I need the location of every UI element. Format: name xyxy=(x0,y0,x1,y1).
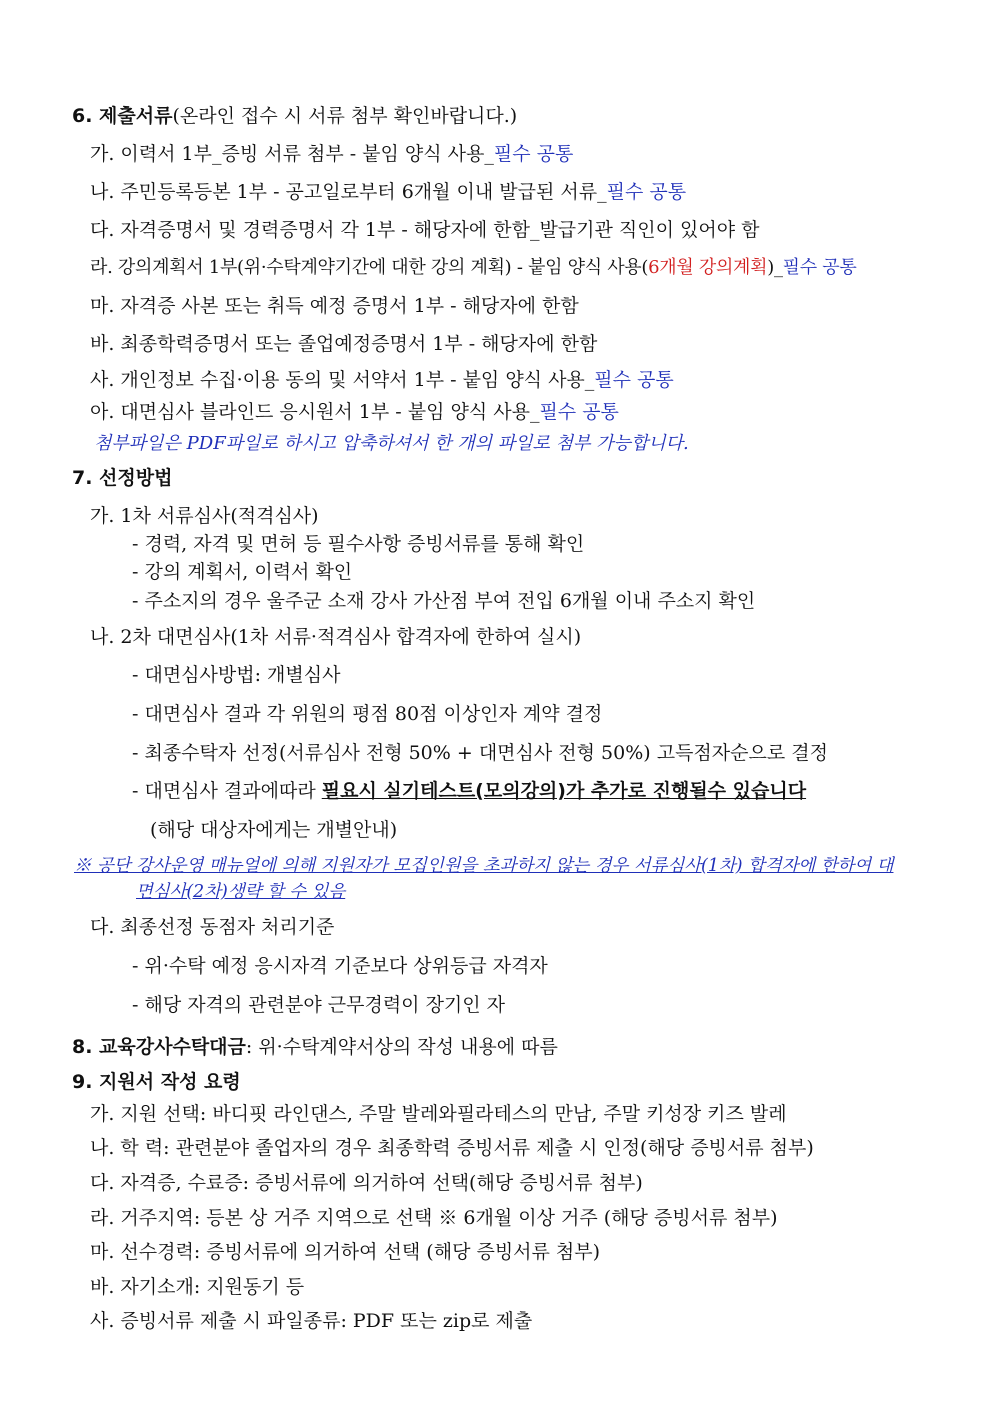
s6-item-text: 바. 최종학력증명서 또는 졸업예정증명서 1부 - 해당자에 한함 xyxy=(90,333,598,355)
s7-na-label: 나. 2차 대면심사(1차 서류·적격심사 합격자에 한하여 실시) xyxy=(90,626,582,648)
s6-item-text: 다. 자격증명서 및 경력증명서 각 1부 - 해당자에 한함_발급기관 직인이 있어야 함 xyxy=(90,219,760,241)
s7-na-item: - 대면심사방법: 개별심사 xyxy=(132,664,341,686)
s6-item-sa xyxy=(90,368,674,392)
s6-item-text: 마. 자격증 사본 또는 취득 예정 증명서 1부 - 해당자에 한함 xyxy=(90,295,579,317)
s7-ga-label: 가. 1차 서류심사(적격심사) xyxy=(90,505,319,527)
s6-item-na xyxy=(90,180,686,204)
section-6-title-note: (온라인 접수 시 서류 첨부 확인바랍니다.) xyxy=(172,105,518,127)
s7-na-item-practical xyxy=(132,779,806,803)
s6-item-ga xyxy=(90,142,573,166)
s6-item-text: 사. 개인정보 수집·이용 동의 및 서약서 1부 - 붙임 양식 사용_ xyxy=(90,369,595,391)
s6-item-a xyxy=(90,400,619,424)
s7-na-subnote: (해당 대상자에게는 개별안내) xyxy=(150,819,398,841)
section-7-title: 7. 선정방법 xyxy=(72,467,173,489)
section-9-title: 9. 지원서 작성 요령 xyxy=(72,1071,241,1093)
s6-item-ra xyxy=(90,256,856,280)
s6-item-text: 아. 대면심사 블라인드 응시원서 1부 - 붙임 양식 사용_ xyxy=(90,401,540,423)
s9-item: 바. 자기소개: 지원동기 등 xyxy=(90,1276,305,1298)
s6-item-ba xyxy=(90,332,597,356)
s7-na-item: - 대면심사 결과 각 위원의 평점 80점 이상인자 계약 결정 xyxy=(132,703,603,725)
s6-item-ma xyxy=(90,294,579,318)
s7-da-item: - 위·수탁 예정 응시자격 기준보다 상위등급 자격자 xyxy=(132,955,548,977)
section-6-heading xyxy=(72,104,517,128)
lecture-plan-highlight: 6개월 강의계획 xyxy=(648,257,768,278)
s6-item-text: 나. 주민등록등본 1부 - 공고일로부터 6개월 이내 발급된 서류_ xyxy=(90,181,607,203)
section-6-title: 6. 제출서류 xyxy=(72,105,173,127)
s9-item: 다. 자격증, 수료증: 증빙서류에 의거하여 선택(해당 증빙서류 첨부) xyxy=(90,1172,643,1194)
practical-test-notice: 필요시 실기테스트(모의강의)가 추가로 진행될수 있습니다 xyxy=(321,780,807,802)
s7-na-item-text: - 대면심사 결과에따라 xyxy=(132,780,322,802)
s6-item-da xyxy=(90,218,759,242)
required-tag: 필수 공통 xyxy=(493,143,574,165)
s6-item-text: 가. 이력서 1부_증빙 서류 첨부 - 붙임 양식 사용_ xyxy=(90,143,494,165)
manual-note-line1: ※ 공단 강사운영 매뉴얼에 의해 지원자가 모집인원을 초과하지 않는 경우 서류심사(1차) 합격자에 한하여 대 xyxy=(74,856,894,876)
s9-item: 라. 거주지역: 등본 상 거주 지역으로 선택 ※ 6개월 이상 거주 (해당 증빙서류 첨부) xyxy=(90,1207,778,1229)
required-tag: 필수 공통 xyxy=(606,181,687,203)
s7-da-item: - 해당 자격의 관련분야 근무경력이 장기인 자 xyxy=(132,994,506,1016)
s7-na-item: - 최종수탁자 선정(서류심사 전형 50% + 대면심사 전형 50%) 고득점자순으로 결정 xyxy=(132,742,828,764)
s7-ga-item: - 경력, 자격 및 면허 등 필수사항 증빙서류를 통해 확인 xyxy=(132,533,585,555)
required-tag: 필수 공통 xyxy=(782,257,857,278)
attachment-note: 첨부파일은 PDF파일로 하시고 압축하셔서 한 개의 파일로 첨부 가능합니다. xyxy=(94,433,689,454)
required-tag: 필수 공통 xyxy=(539,401,619,423)
manual-note-line2: 면심사(2차)생략 할 수 있음 xyxy=(136,882,346,902)
section-8-title: 8. 교육강사수탁대금 xyxy=(72,1036,246,1058)
s9-item: 사. 증빙서류 제출 시 파일종류: PDF 또는 zip로 제출 xyxy=(90,1310,533,1332)
s6-item-text: 라. 강의계획서 1부(위·수탁계약기간에 대한 강의 계획) - 붙임 양식 사용( xyxy=(90,257,649,278)
section-8-heading xyxy=(72,1035,558,1059)
s9-item: 나. 학 력: 관련분야 졸업자의 경우 최종학력 증빙서류 제출 시 인정(해당 증빙서류 첨부) xyxy=(90,1137,814,1159)
required-tag: 필수 공통 xyxy=(594,369,674,391)
section-8-text: : 위·수탁계약서상의 작성 내용에 따름 xyxy=(245,1036,558,1058)
s6-item-text-after: )_ xyxy=(767,257,783,278)
s7-da-label: 다. 최종선정 동점자 처리기준 xyxy=(90,916,335,938)
s7-ga-item: - 강의 계획서, 이력서 확인 xyxy=(132,561,353,583)
s7-ga-item: - 주소지의 경우 울주군 소재 강사 가산점 부여 전입 6개월 이내 주소지 확인 xyxy=(132,590,756,612)
s9-item: 마. 선수경력: 증빙서류에 의거하여 선택 (해당 증빙서류 첨부) xyxy=(90,1241,601,1263)
s9-item: 가. 지원 선택: 바디핏 라인댄스, 주말 발레와필라테스의 만남, 주말 키성장 키즈 발레 xyxy=(90,1103,787,1125)
